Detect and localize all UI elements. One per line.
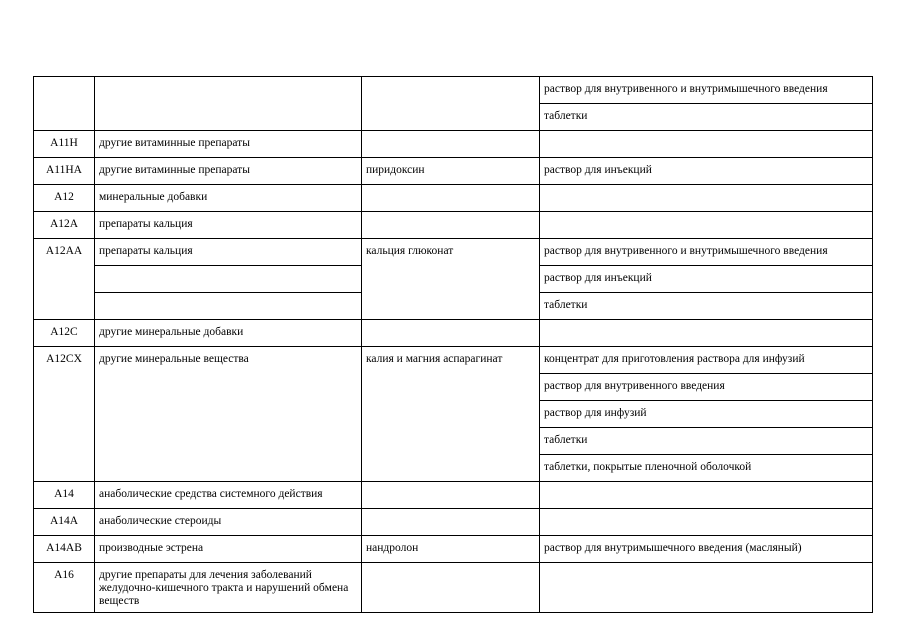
form-cell (540, 482, 873, 509)
form-cell: раствор для инъекций (540, 158, 873, 185)
table-row (34, 347, 873, 374)
group-cell: другие препараты для лечения заболеваний желудочно-кишечного тракта и нарушений обмена веществ (95, 563, 362, 613)
form-cell: раствор для внутривенного и внутримышечного введения (540, 239, 873, 266)
drug-table (33, 76, 873, 613)
drug-cell (362, 185, 540, 212)
drug-cell (362, 77, 540, 131)
form-cell: таблетки (540, 428, 873, 455)
group-cell: производные эстрена (95, 536, 362, 563)
form-cell (540, 185, 873, 212)
atc-code-cell: A16 (34, 563, 95, 613)
form-cell: концентрат для приготовления раствора для инфузий (540, 347, 873, 374)
atc-code-cell: A12 (34, 185, 95, 212)
drug-cell: калия и магния аспарагинат (362, 347, 540, 482)
atc-code-cell: A12A (34, 212, 95, 239)
group-cell: другие минеральные вещества (95, 347, 362, 482)
form-cell (540, 320, 873, 347)
form-cell: раствор для инъекций (540, 266, 873, 293)
atc-code-cell: A14 (34, 482, 95, 509)
table-row (34, 131, 873, 158)
table-row (34, 185, 873, 212)
drug-cell (362, 563, 540, 613)
group-cell: другие минеральные добавки (95, 320, 362, 347)
table-row (34, 158, 873, 185)
group-cell-empty (95, 266, 362, 293)
atc-code-cell: A11H (34, 131, 95, 158)
drug-cell (362, 131, 540, 158)
form-cell: таблетки (540, 104, 873, 131)
drug-cell: кальция глюконат (362, 239, 540, 320)
drug-cell: нандролон (362, 536, 540, 563)
group-cell: анаболические средства системного действия (95, 482, 362, 509)
drug-cell: пиридоксин (362, 158, 540, 185)
table-row (34, 563, 873, 613)
group-cell: другие витаминные препараты (95, 131, 362, 158)
atc-code-cell: A14AB (34, 536, 95, 563)
atc-code-cell: A11HA (34, 158, 95, 185)
atc-code-cell: A14A (34, 509, 95, 536)
form-cell: раствор для внутривенного и внутримышечного введения (540, 77, 873, 104)
table-row (34, 77, 873, 104)
atc-code-cell: A12AA (34, 239, 95, 320)
form-cell: раствор для внутривенного введения (540, 374, 873, 401)
group-cell: препараты кальция (95, 239, 362, 266)
atc-code-cell (34, 77, 95, 131)
table-row (34, 482, 873, 509)
group-cell (95, 77, 362, 131)
group-cell: анаболические стероиды (95, 509, 362, 536)
drug-cell (362, 482, 540, 509)
form-cell (540, 563, 873, 613)
group-cell: препараты кальция (95, 212, 362, 239)
group-cell-empty (95, 293, 362, 320)
group-cell: другие витаминные препараты (95, 158, 362, 185)
table-row (34, 320, 873, 347)
group-cell: минеральные добавки (95, 185, 362, 212)
form-cell (540, 509, 873, 536)
drug-cell (362, 509, 540, 536)
table-row (34, 239, 873, 266)
drug-cell (362, 320, 540, 347)
form-cell: таблетки, покрытые пленочной оболочкой (540, 455, 873, 482)
form-cell: таблетки (540, 293, 873, 320)
drug-cell (362, 212, 540, 239)
table-row (34, 536, 873, 563)
form-cell (540, 131, 873, 158)
form-cell: раствор для инфузий (540, 401, 873, 428)
atc-code-cell: A12C (34, 320, 95, 347)
form-cell (540, 212, 873, 239)
form-cell: раствор для внутримышечного введения (масляный) (540, 536, 873, 563)
atc-code-cell: A12CX (34, 347, 95, 482)
table-row (34, 509, 873, 536)
table-row (34, 212, 873, 239)
